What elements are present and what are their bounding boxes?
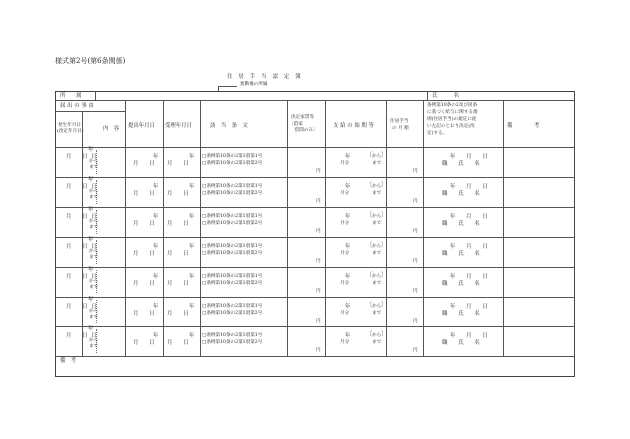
bracket-close: 〕 [381, 271, 388, 279]
month-day-label: 月 日 [167, 190, 189, 197]
day-label: 日 [91, 183, 97, 190]
year-label: 年 [189, 333, 195, 340]
row-rule [55, 237, 575, 238]
month-day-label: 月 日 [133, 161, 155, 167]
month-day-label: 月 日 [66, 303, 88, 310]
decision-date-label: 年 月 日 [450, 213, 488, 220]
from-label: から [372, 333, 382, 339]
decision-date-label: 年 月 日 [450, 243, 488, 250]
year-label: 年 [153, 243, 159, 250]
row-rule [55, 267, 575, 268]
dept-label: 所 属 [60, 93, 82, 99]
month-day-label: 月 日 [167, 340, 189, 347]
column-divider [287, 100, 288, 356]
year-label: 年 [189, 243, 195, 250]
day-label: 日 [91, 273, 97, 280]
month-part-label: 月分 [340, 161, 350, 166]
to-label: まで [89, 344, 99, 350]
from-label: から [372, 183, 382, 189]
column-divider [125, 100, 126, 356]
to-label: まで [372, 340, 382, 346]
month-part-label: 月分 [340, 280, 350, 286]
from-label: から [89, 338, 99, 344]
day-label: 日 [91, 243, 97, 250]
yen-label: 円 [413, 318, 418, 324]
to-label: まで [372, 310, 382, 316]
report-reason-label: 届 出 の 事 由 [60, 103, 94, 109]
decision-text-2: に基づく給与に関する規 [427, 110, 478, 115]
year-label: 年 [153, 333, 159, 340]
article-option-1: □条例第10条の2第1項第1号 [202, 213, 263, 219]
register-table [55, 91, 575, 377]
year-label: 年 [345, 213, 351, 220]
from-label: から [89, 159, 99, 164]
year-label: 年 [189, 213, 195, 220]
to-label: まで [89, 314, 99, 320]
article-option-2: □条例第10条の2第1項第2号 [202, 310, 263, 316]
row-rule [55, 177, 575, 178]
month-part-label: 月分 [340, 220, 350, 226]
article-option-1: □条例第10条の2第1項第1号 [202, 154, 263, 159]
year-label: 年 [153, 273, 159, 280]
day-label: 日 [91, 333, 97, 340]
allowance-amount-label: の 月 額 [392, 126, 409, 131]
to-label: まで [372, 190, 382, 196]
column-divider [423, 100, 424, 356]
bracket-close: 〕 [381, 152, 388, 159]
from-label: から [372, 243, 382, 249]
month-day-label: 月 日 [167, 310, 189, 317]
year-label: 年 [345, 303, 351, 310]
bracket-close: 〕 [381, 241, 388, 249]
decision-text-1: 条例第10条の2及び同条 [427, 103, 478, 108]
month-day-label: 月 日 [66, 273, 88, 280]
month-day-label: 月 日 [66, 183, 88, 190]
month-day-label: 月 日 [167, 280, 189, 287]
article-option-1: □条例第10条の2第1項第1号 [202, 273, 263, 279]
form-number: 様式第2号(第6条関係) [55, 57, 126, 65]
official-name-label: 職 氏 名 [442, 161, 480, 167]
from-label: から [372, 273, 382, 279]
from-label: から [372, 154, 382, 159]
year-label: 年 [88, 176, 94, 183]
revised-date-label: (改定年月日) [57, 129, 84, 134]
year-label: 年 [88, 206, 94, 213]
month-day-label: 月 日 [66, 243, 88, 250]
yen-label: 円 [413, 198, 418, 204]
to-label: まで [89, 254, 99, 260]
day-label: 日 [91, 303, 97, 310]
bracket-close: 〕 [381, 301, 388, 309]
row-rule [55, 326, 575, 327]
month-part-label: 月分 [340, 340, 350, 346]
page-title: 住 居 手 当 認 定 簿 [227, 74, 301, 80]
from-label: から [89, 218, 99, 224]
row-rule [55, 207, 575, 208]
month-day-label: 月 日 [66, 154, 88, 160]
name-label: 氏 名 [432, 93, 459, 99]
article-option-2: □条例第10条の2第1項第2号 [202, 340, 263, 346]
month-day-label: 月 日 [133, 340, 155, 347]
occurred-date-label: 発生年月日 [58, 123, 81, 128]
transfer-leader [218, 86, 237, 87]
official-name-label: 職 氏 名 [442, 220, 480, 227]
column-divider [386, 100, 387, 356]
year-label: 年 [189, 154, 195, 160]
year-label: 年 [153, 154, 159, 160]
year-label: 年 [153, 303, 159, 310]
content-label: 内 容 [103, 126, 120, 132]
year-label: 年 [345, 183, 351, 190]
year-label: 年 [88, 236, 94, 243]
yen-label: 円 [413, 258, 418, 264]
yen-label: 円 [316, 198, 321, 204]
to-label: まで [89, 165, 99, 170]
month-day-label: 月 日 [133, 220, 155, 227]
decision-date-label: 年 月 日 [450, 273, 488, 280]
yen-label: 円 [316, 348, 321, 354]
decision-date-label: 年 月 日 [450, 154, 488, 160]
from-label: から [372, 303, 382, 309]
allowance-label: 住居手当 [390, 119, 409, 124]
article-option-1: □条例第10条の2第1項第1号 [202, 303, 263, 309]
from-label: から [89, 188, 99, 194]
from-label: から [89, 248, 99, 254]
yen-label: 円 [316, 228, 321, 234]
yen-label: 円 [413, 288, 418, 294]
to-label: まで [372, 220, 382, 226]
year-label: 年 [153, 213, 159, 220]
month-day-label: 月 日 [133, 280, 155, 287]
year-label: 年 [189, 273, 195, 280]
bracket-open: 〔 [366, 331, 373, 339]
decision-text-4: い左記のとおり決定(改 [427, 124, 475, 129]
bracket-close: 〕 [381, 211, 388, 219]
year-label: 年 [88, 266, 94, 273]
year-label: 年 [153, 183, 159, 190]
bracket-open: 〔 [366, 241, 373, 249]
yen-label: 円 [413, 228, 418, 234]
article-option-1: □条例第10条の2第1項第1号 [202, 243, 263, 249]
year-label: 年 [88, 296, 94, 303]
rent-label: 決定家賃等 [291, 115, 314, 120]
bracket-open: 〔 [366, 152, 373, 159]
year-label: 年 [189, 183, 195, 190]
yen-label: 円 [316, 258, 321, 264]
transfer-note: 異動後の所属 [240, 82, 268, 87]
to-label: まで [372, 250, 382, 256]
rent-label-room: 借間のみ〕 [290, 128, 318, 133]
received-date-label: 受理年月日 [165, 123, 192, 129]
yen-label: 円 [316, 318, 321, 324]
month-day-label: 月 日 [167, 220, 189, 227]
to-label: まで [89, 284, 99, 290]
month-part-label: 月分 [340, 190, 350, 196]
year-label: 年 [189, 303, 195, 310]
official-name-label: 職 氏 名 [442, 250, 480, 257]
month-day-label: 月 日 [133, 250, 155, 257]
month-day-label: 月 日 [167, 250, 189, 257]
to-label: まで [89, 224, 99, 230]
footer-remarks-label: 備 考 [60, 358, 77, 364]
article-option-1: □条例第10条の2第1項第1号 [202, 183, 263, 189]
decision-date-label: 年 月 日 [450, 333, 488, 340]
decision-text-5: 定)する。 [427, 131, 448, 136]
official-name-label: 職 氏 名 [442, 280, 480, 287]
month-day-label: 月 日 [167, 161, 189, 167]
official-name-label: 職 氏 名 [442, 190, 480, 197]
article-option-2: □条例第10条の2第1項第2号 [202, 280, 263, 286]
decision-date-label: 年 月 日 [450, 183, 488, 190]
article-option-2: □条例第10条の2第1項第2号 [202, 220, 263, 226]
yen-label: 円 [413, 348, 418, 354]
article-option-2: □条例第10条の2第1項第2号 [202, 161, 263, 166]
to-label: まで [372, 161, 382, 166]
yen-label: 円 [413, 169, 418, 174]
article-option-2: □条例第10条の2第1項第2号 [202, 250, 263, 256]
year-label: 年 [345, 243, 351, 250]
to-label: まで [89, 194, 99, 200]
bracket-open: 〔 [366, 301, 373, 309]
from-label: から [89, 278, 99, 284]
period-label: 支 給 の 始 期 等 [333, 123, 374, 129]
year-label: 年 [88, 326, 94, 333]
from-label: から [372, 213, 382, 219]
year-label: 年 [345, 333, 351, 340]
decision-text-3: 則(住居手当)の規定に従 [427, 117, 477, 122]
yen-label: 円 [316, 288, 321, 294]
month-day-label: 月 日 [133, 310, 155, 317]
bracket-close: 〕 [381, 181, 388, 189]
header-bottom-rule [55, 147, 575, 148]
bracket-open: 〔 [366, 271, 373, 279]
article-option-1: □条例第10条の2第1項第1号 [202, 333, 263, 339]
column-divider [163, 100, 164, 356]
rent-label-house: 〔借家 [289, 122, 303, 127]
from-label: から [89, 308, 99, 314]
remarks-label: 備 考 [507, 123, 540, 129]
month-day-label: 月 日 [66, 333, 88, 340]
official-name-label: 職 氏 名 [442, 340, 480, 347]
bracket-open: 〔 [366, 181, 373, 189]
article-label: 該 当 条 文 [210, 123, 248, 129]
submitted-date-label: 提出年月日 [128, 123, 155, 129]
month-day-label: 月 日 [66, 213, 88, 220]
bracket-open: 〔 [366, 211, 373, 219]
month-part-label: 月分 [340, 310, 350, 316]
column-divider [503, 100, 504, 356]
month-day-label: 月 日 [133, 190, 155, 197]
day-label: 日 [91, 213, 97, 220]
official-name-label: 職 氏 名 [442, 310, 480, 317]
to-label: まで [372, 280, 382, 286]
year-label: 年 [345, 273, 351, 280]
bracket-close: 〕 [381, 331, 388, 339]
year-label: 年 [345, 154, 351, 160]
row-rule [55, 297, 575, 298]
column-divider [325, 100, 326, 356]
article-option-2: □条例第10条の2第1項第2号 [202, 190, 263, 196]
day-label: 日 [91, 154, 97, 160]
decision-date-label: 年 月 日 [450, 303, 488, 310]
month-part-label: 月分 [340, 250, 350, 256]
column-divider [200, 100, 201, 356]
yen-label: 円 [316, 169, 321, 174]
year-label: 年 [88, 147, 94, 153]
